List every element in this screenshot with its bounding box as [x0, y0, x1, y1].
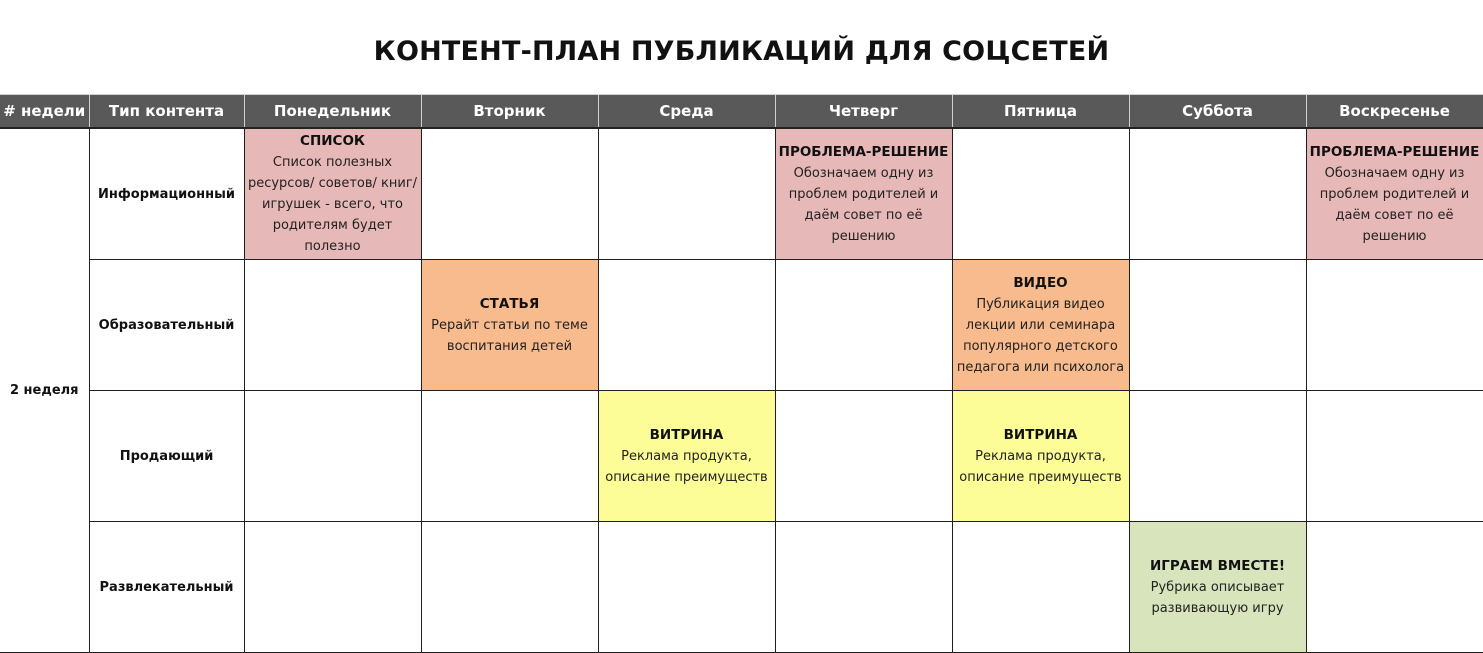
- empty-cell: [598, 128, 775, 260]
- cell-fun-saturday: [1129, 522, 1306, 653]
- header-saturday: Суббота: [1129, 95, 1306, 129]
- cell-edu-tuesday: [421, 260, 598, 391]
- cell-text: Список полезных ресурсов/ советов/ книг/ игрушек - всего, что родителям будет полезно: [247, 155, 418, 254]
- cell-title: ПРОБЛЕМА-РЕШЕНИЕ: [778, 143, 949, 160]
- table-row: [0, 260, 1483, 391]
- content-plan-table: [0, 94, 1483, 653]
- cell-title: ИГРАЕМ ВМЕСТЕ!: [1149, 557, 1286, 574]
- cell-text: Реклама продукта, описание преимуществ: [605, 448, 768, 485]
- empty-cell: [1129, 260, 1306, 391]
- cell-title: ПРОБЛЕМА-РЕШЕНИЕ: [1309, 143, 1480, 160]
- cell-text: Реклама продукта, описание преимуществ: [959, 448, 1122, 485]
- cell-info-sunday: [1306, 128, 1483, 260]
- empty-cell: [952, 128, 1129, 260]
- header-monday: Понедельник: [244, 95, 421, 129]
- header-row: [0, 95, 1483, 129]
- cell-info-thursday: [775, 128, 952, 260]
- week-cell: 2 неделя: [0, 128, 89, 653]
- header-tuesday: Вторник: [421, 95, 598, 129]
- empty-cell: [775, 391, 952, 522]
- cell-info-monday: [244, 128, 421, 260]
- header-sunday: Воскресенье: [1306, 95, 1483, 129]
- cell-sell-wednesday: [598, 391, 775, 522]
- header-friday: Пятница: [952, 95, 1129, 129]
- empty-cell: [1306, 260, 1483, 391]
- empty-cell: [421, 522, 598, 653]
- header-thursday: Четверг: [775, 95, 952, 129]
- content-type-cell: Развлекательный: [89, 522, 244, 653]
- cell-title: ВИТРИНА: [649, 426, 724, 443]
- cell-title: ВИТРИНА: [1003, 426, 1078, 443]
- empty-cell: [775, 260, 952, 391]
- empty-cell: [1306, 391, 1483, 522]
- content-type-cell: Продающий: [89, 391, 244, 522]
- cell-text: Публикация видео лекции или семинара популярного детского педагога или психолога: [956, 296, 1125, 375]
- empty-cell: [952, 522, 1129, 653]
- cell-text: Рубрика описывает развивающую игру: [1150, 579, 1285, 616]
- empty-cell: [1129, 128, 1306, 260]
- empty-cell: [244, 522, 421, 653]
- header-wednesday: Среда: [598, 95, 775, 129]
- cell-title: ВИДЕО: [1013, 274, 1068, 291]
- cell-title: СПИСОК: [300, 133, 365, 149]
- empty-cell: [1129, 391, 1306, 522]
- cell-sell-friday: [952, 391, 1129, 522]
- content-type-cell: Информационный: [89, 128, 244, 260]
- empty-cell: [598, 260, 775, 391]
- cell-title: СТАТЬЯ: [479, 295, 540, 312]
- empty-cell: [421, 391, 598, 522]
- empty-cell: [598, 522, 775, 653]
- header-week: # недели: [0, 95, 89, 129]
- empty-cell: [421, 128, 598, 260]
- empty-cell: [244, 260, 421, 391]
- header-type: Тип контента: [89, 95, 244, 129]
- content-type-cell: Образовательный: [89, 260, 244, 391]
- table-row: [0, 128, 1483, 260]
- table-row: [0, 522, 1483, 653]
- page-title: КОНТЕНТ-ПЛАН ПУБЛИКАЦИЙ ДЛЯ СОЦСЕТЕЙ: [373, 36, 1110, 67]
- cell-text: Обозначаем одну из проблем родителей и даём совет по её решению: [788, 165, 939, 244]
- empty-cell: [775, 522, 952, 653]
- empty-cell: [244, 391, 421, 522]
- table-row: [0, 391, 1483, 522]
- empty-cell: [1306, 522, 1483, 653]
- cell-text: Обозначаем одну из проблем родителей и даём совет по её решению: [1319, 165, 1470, 244]
- cell-edu-friday: [952, 260, 1129, 391]
- cell-text: Рерайт статьи по теме воспитания детей: [431, 317, 588, 354]
